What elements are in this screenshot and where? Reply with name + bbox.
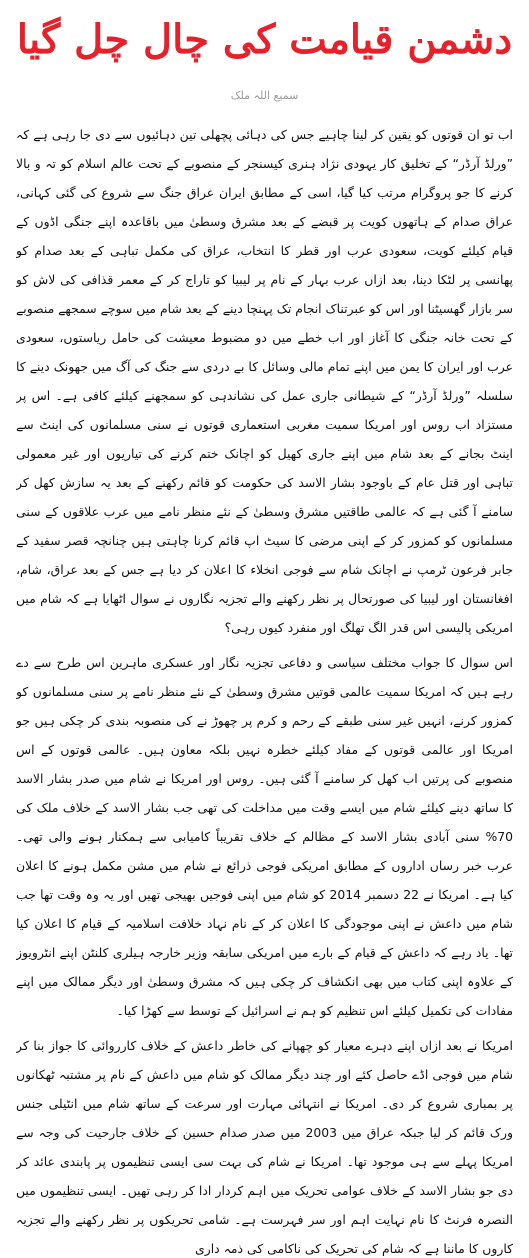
article-headline: دشمن قیامت کی چال چل گیا [16, 16, 513, 63]
article-paragraph: امریکا نے بعد ازاں اپنے دہرے معیار کو چھپانے کی خاطر داعش کے خلاف کارروائی کا جواز بنا کر شام میں فوجی اڈے حاصل کئے اور چند دیگر ممالک کو شام میں داعش کے نام پر مشتبہ ٹھکانوں پر بمباری شروع کر دی۔ امریکا نے انتہائی مہارت اور سرعت کے ساتھ شام میں انٹیلی جنس ورک قائم کر لیا جبکہ عراق میں 2003 میں صدر صدام حسین کے خلاف جارحیت کی وجہ سے امریکا پہلے سے ہی موجود تھا۔ امریکا نے شام کی بہت سی ایسی تنظیموں پر پابندی عائد کر دی جو بشار الاسد کے خلاف عوامی تحریک میں اہم کردار ادا کر رہی تھیں۔ ایسی تنظیموں میں النصرہ فرنٹ کا نام نہایت اہم اور سر فہرست ہے۔ شامی تحریکوں پر نظر رکھنے والے تجزیہ کاروں کا ماننا ہے کہ شام کی تحریک کی ناکامی کی ذمہ داری [16, 1038, 513, 1256]
author-byline: سمیع اللہ ملک [230, 89, 299, 102]
article-body [16, 120, 513, 1256]
article-paragraph: اب تو ان قوتوں کو یقین کر لینا چاہیے جس کی دہائی پچھلی تین دہائیوں سے دی جا رہی ہے کہ ”ورلڈ آرڈر“ کے تخلیق کار یہودی نژاد ہنری کیسنجر کے منصوبے کے تحت عالم اسلام کو تہ و بالا کرنے کا جو پروگرام مرتب کیا گیا، اسی کے مطابق ایران عراق جنگ سے شروع کی گئی کہانی، عراق صدام کے ہاتھوں کویت پر قبضے کے بعد مشرق وسطیٰ میں باقاعدہ اپنے جنگی اڈوں کے قیام کیلئے کویت، سعودی عرب اور قطر کا انتخاب، عراق کی مکمل تباہی کے بعد صدام کو پھانسی پر لٹکا دینا، بعد ازاں عرب بہار کے نام پر لیبیا کو تاراج کر کے معمر قذافی کی لاش کو سر بازار گھسیٹنا اور اس کو عبرتناک انجام تک پہنچا دینے کے بعد شام میں سوچے سمجھے منصوبے کے تحت خانہ جنگی کا آغاز اور اب خطے میں دو مضبوط معیشت کی حامل ریاستوں، سعودی عرب اور ایران کا یمن میں اپنے تمام مالی وسائل کا بے دردی سے جنگ کی آگ میں جھونک دینے کا سلسلہ ”ورلڈ آرڈر“ کے شیطانی جاری عمل کی نشاندہی کو سمجھنے کیلئے کافی ہے۔ اس پر مستزاد اب روس اور امریکا سمیت مغربی استعماری قوتوں نے سنی مسلمانوں کی اینٹ سے اینٹ بجانے کے بعد شام میں اپنے جاری کھیل کو اچانک ختم کرنے کی تیاریوں اور غیر معمولی تباہی اور قتل عام کے باوجود بشار الاسد کی حکومت کو قائم رکھنے کے بعد یہ سازش کھل کر سامنے آ گئی ہے کہ عالمی طاقتیں مشرق وسطیٰ کے نئے منظر نامے میں عرب علاقوں کے سنی مسلمانوں کو کمزور کر کے اپنی مرضی کا سیٹ اپ قائم کرنا چاہتی ہیں چنانچہ قصر سفید کے جابر فرعون ٹرمپ نے اچانک شام سے فوجی انخلاء کا اعلان کر دیا ہے جس کے بعد عراق، شام، افغانستان اور لیبیا کی صورتحال پر نظر رکھنے والے تجزیہ نگاروں نے سوال اٹھایا ہے کہ شام میں امریکی پالیسی اس قدر الگ تھلگ اور منفرد کیوں رہی؟ [16, 127, 513, 635]
article-paragraph: اس سوال کا جواب مختلف سیاسی و دفاعی تجزیہ نگار اور عسکری ماہرین اس طرح سے دے رہے ہیں کہ امریکا سمیت عالمی قوتیں مشرق وسطیٰ کے نئے منظر نامے پر سنی مسلمانوں کو کمزور کرنے، انہیں غیر سنی طبقے کے رحم و کرم پر چھوڑ نے کی منصوبہ بندی کر چکی ہیں جو امریکا اور عالمی قوتوں کے مفاد کیلئے خطرہ نہیں بلکہ معاون ہیں۔ عالمی قوتوں کے اس منصوبے کی پرتیں اب کھل کر سامنے آ گئی ہیں۔ روس اور امریکا نے شام میں صدر بشار الاسد کا ساتھ دینے کیلئے شام میں ایسے وقت میں مداخلت کی تھی جب بشار الاسد کے خلاف ملک کی 70% سنی آبادی بشار الاسد کے مظالم کے خلاف تقریباً کامیابی سے ہمکنار ہونے والی تھی۔ عرب خبر رساں اداروں کے مطابق امریکی فوجی ذرائع نے شام میں مشن مکمل ہونے کا اعلان کیا ہے۔ امریکا نے 22 دسمبر 2014 کو شام میں اپنی فوجیں بھیجی تھیں اور یہ وہ وقت تھا جب شام میں داعش نے اپنی موجودگی کا اعلان کر کے نام نہاد خلافت اسلامیہ کے قیام کا اعلان کیا تھا۔ یاد رہے کہ داعش کے قیام کے بارے میں امریکی سابقہ وزیر خارجہ ہیلری کلنٹن اپنے انٹرویوز کے علاوہ اپنی کتاب میں بھی انکشاف کر چکی ہیں کہ مشرق وسطیٰ اور دیگر ممالک میں اپنے مفادات کی تکمیل کیلئے اس تنظیم کو ہم نے اسرائیل کے توسط سے کھڑا کیا۔ [16, 655, 513, 1018]
